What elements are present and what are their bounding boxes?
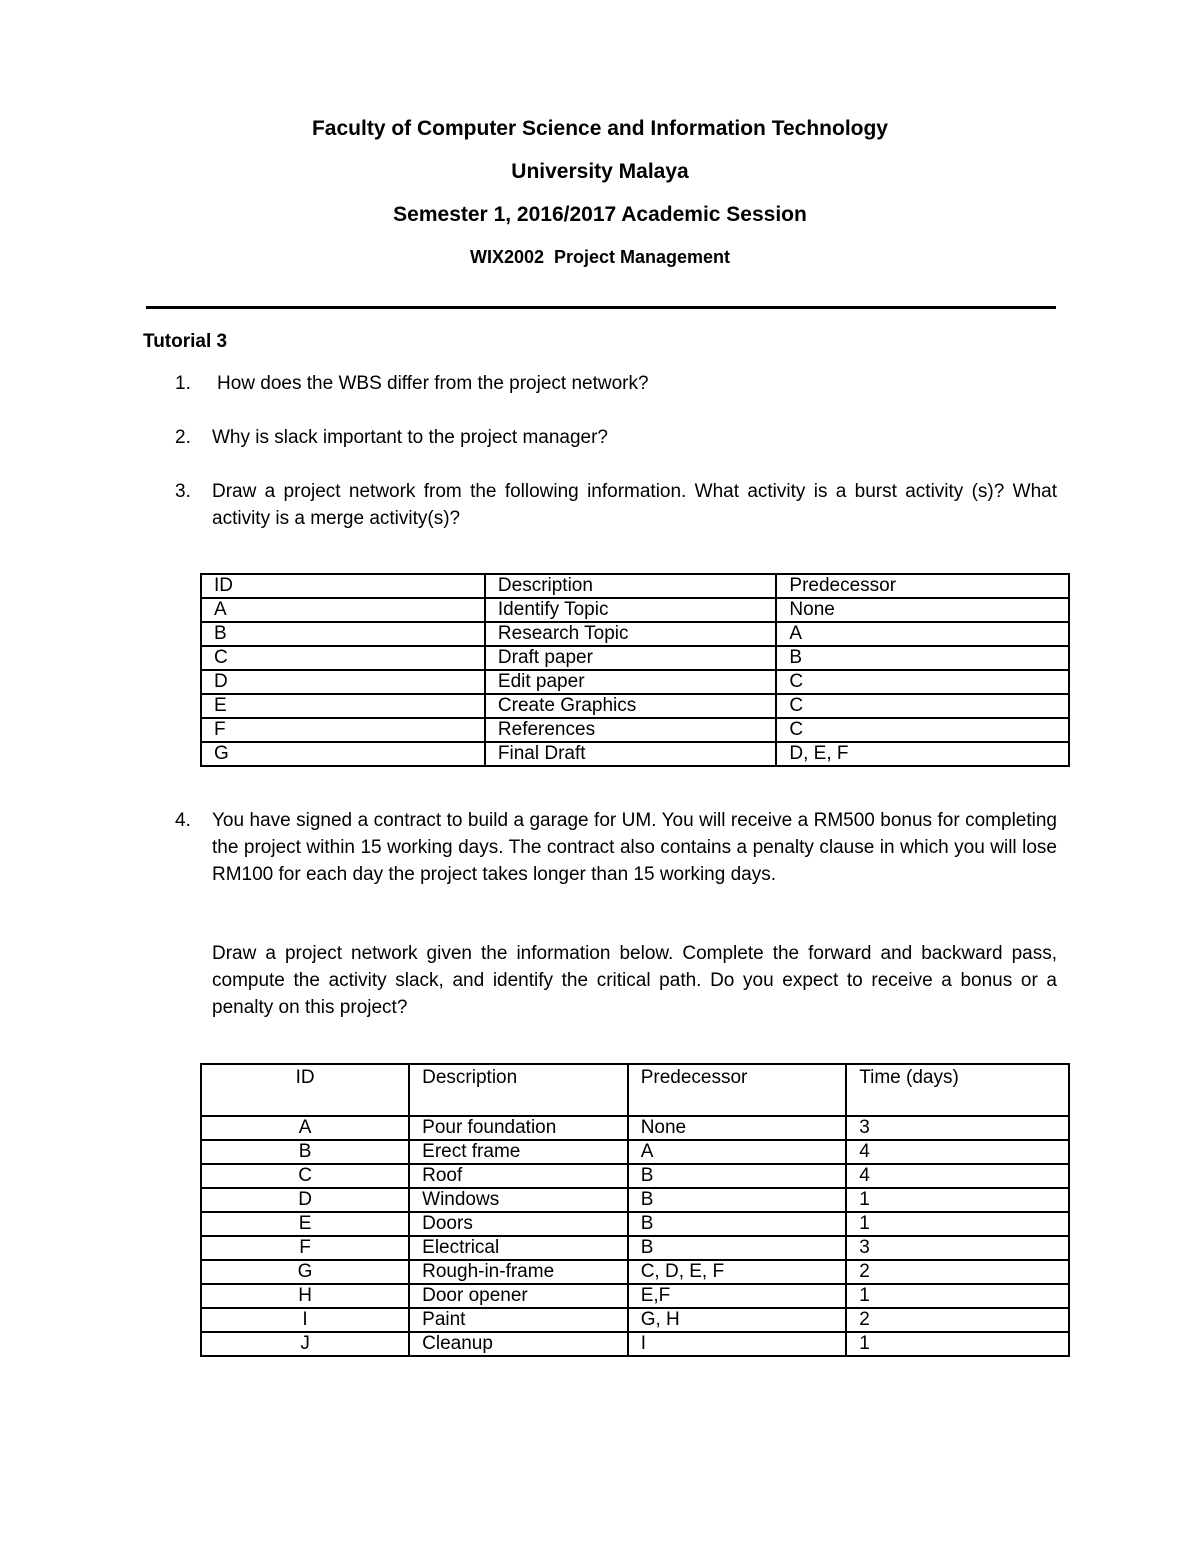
horizontal-divider (146, 306, 1056, 309)
table-header-row (201, 1064, 1069, 1116)
table-cell: D (201, 1188, 409, 1212)
semester-title: Semester 1, 2016/2017 Academic Session (393, 203, 807, 226)
table-row (201, 646, 1069, 670)
table-cell: C (776, 718, 1069, 742)
table-cell: G (201, 742, 485, 766)
table-cell: 4 (846, 1140, 1069, 1164)
table-header-cell: Predecessor (628, 1064, 847, 1116)
question-1-number: 1. (175, 373, 191, 394)
tutorial-title: Tutorial 3 (143, 331, 228, 352)
table-header-cell: Description (409, 1064, 628, 1116)
table-row (201, 1188, 1069, 1212)
table-cell: Paint (409, 1308, 628, 1332)
table-cell: C (201, 1164, 409, 1188)
question-2-text: Why is slack important to the project manager? (212, 427, 609, 448)
table-cell: Edit paper (485, 670, 777, 694)
table-cell: Roof (409, 1164, 628, 1188)
faculty-title: Faculty of Computer Science and Information Technology (311, 117, 888, 140)
table-cell: Create Graphics (485, 694, 777, 718)
table-cell: D (201, 670, 485, 694)
table-row (201, 694, 1069, 718)
table-cell: 1 (846, 1284, 1069, 1308)
table-cell: B (628, 1188, 847, 1212)
table-cell: B (201, 622, 485, 646)
table-cell: A (201, 1116, 409, 1140)
table-cell: 2 (846, 1260, 1069, 1284)
table-cell: B (776, 646, 1069, 670)
table-cell: Final Draft (485, 742, 777, 766)
activity-table-2 (200, 1063, 1070, 1357)
table-cell: I (201, 1308, 409, 1332)
question-4-text: You have signed a contract to build a garage for UM. You will receive a RM500 bonus for completing the project within 15 working days. The contract also contains a penalty clause in which you will lose RM100 for each day the project takes longer than 15 working days. (212, 810, 1057, 885)
table-cell: Rough-in-frame (409, 1260, 628, 1284)
question-3-text: Draw a project network from the following information. What activity is a burst activity (s)? What activity is a merge activity(s)? (212, 481, 1057, 529)
table-cell: C (201, 646, 485, 670)
table-cell: Doors (409, 1212, 628, 1236)
table-header-cell: Predecessor (776, 574, 1069, 598)
table-header-row (201, 574, 1069, 598)
table-cell: J (201, 1332, 409, 1356)
table-cell: A (201, 598, 485, 622)
table-row (201, 1236, 1069, 1260)
table-cell: G, H (628, 1308, 847, 1332)
table-row (201, 1260, 1069, 1284)
table-row (201, 1212, 1069, 1236)
table-row (201, 1308, 1069, 1332)
table-cell: B (628, 1236, 847, 1260)
table-cell: Erect frame (409, 1140, 628, 1164)
table-header-cell: Description (485, 574, 777, 598)
table-cell: 1 (846, 1332, 1069, 1356)
table-row (201, 1116, 1069, 1140)
table-cell: Door opener (409, 1284, 628, 1308)
table-cell: Research Topic (485, 622, 777, 646)
table-cell: Identify Topic (485, 598, 777, 622)
table-header-cell: Time (days) (846, 1064, 1069, 1116)
table-row (201, 1164, 1069, 1188)
table-cell: Windows (409, 1188, 628, 1212)
table-cell: Draft paper (485, 646, 777, 670)
table-cell: Cleanup (409, 1332, 628, 1356)
table-cell: None (628, 1116, 847, 1140)
table-cell: H (201, 1284, 409, 1308)
table-row (201, 670, 1069, 694)
table-header-cell: ID (201, 1064, 409, 1116)
table-cell: E (201, 1212, 409, 1236)
table-cell: C (776, 670, 1069, 694)
table-row (201, 1140, 1069, 1164)
question-4-instructions: Draw a project network given the information below. Complete the forward and backward pass, compute the activity slack, and identify the critical path. Do you expect to receive a bonus or a penalty on this project? (212, 943, 1057, 1018)
question-1-text: How does the WBS differ from the project network? (217, 373, 649, 394)
table-cell: 3 (846, 1236, 1069, 1260)
table-row (201, 622, 1069, 646)
table-cell: D, E, F (776, 742, 1069, 766)
table-cell: G (201, 1260, 409, 1284)
table-cell: Electrical (409, 1236, 628, 1260)
course-title: WIX2002 Project Management (469, 247, 731, 267)
table-cell: 4 (846, 1164, 1069, 1188)
table-row (201, 742, 1069, 766)
table-row (201, 718, 1069, 742)
table-row (201, 598, 1069, 622)
table-cell: C (776, 694, 1069, 718)
university-title: University Malaya (511, 160, 689, 183)
table-cell: Pour foundation (409, 1116, 628, 1140)
table-cell: F (201, 718, 485, 742)
table-cell: None (776, 598, 1069, 622)
table-cell: A (628, 1140, 847, 1164)
activity-table-1 (200, 573, 1070, 767)
table-cell: F (201, 1236, 409, 1260)
table-cell: B (628, 1212, 847, 1236)
table-cell: E,F (628, 1284, 847, 1308)
question-2-number: 2. (175, 427, 191, 448)
table-cell: B (628, 1164, 847, 1188)
question-4-number: 4. (175, 810, 191, 831)
table-cell: C, D, E, F (628, 1260, 847, 1284)
table-cell: A (776, 622, 1069, 646)
table-cell: 1 (846, 1212, 1069, 1236)
table-cell: B (201, 1140, 409, 1164)
table-row (201, 1284, 1069, 1308)
table-cell: 1 (846, 1188, 1069, 1212)
table-header-cell: ID (201, 574, 485, 598)
table-cell: E (201, 694, 485, 718)
table-cell: References (485, 718, 777, 742)
table-cell: I (628, 1332, 847, 1356)
table-cell: 3 (846, 1116, 1069, 1140)
table-row (201, 1332, 1069, 1356)
table-cell: 2 (846, 1308, 1069, 1332)
question-3-number: 3. (175, 481, 191, 502)
